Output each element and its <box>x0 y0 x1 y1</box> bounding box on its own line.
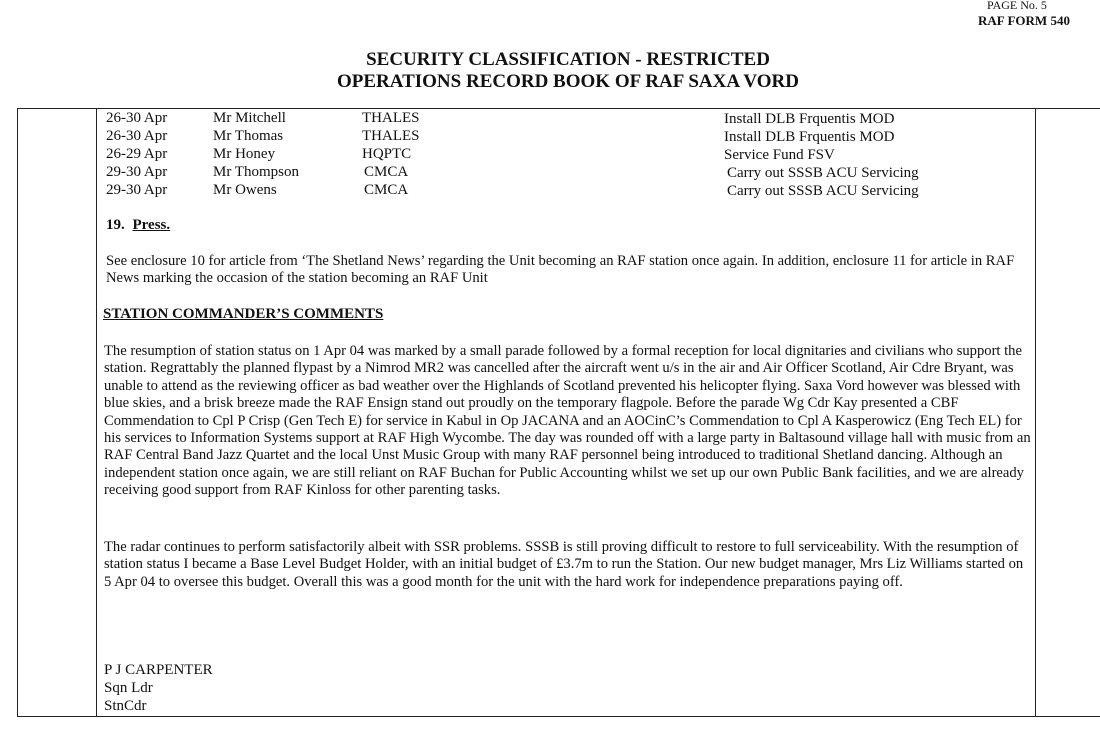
visit-purpose: Service Fund FSV <box>724 147 835 163</box>
page-title: OPERATIONS RECORD BOOK OF RAF SAXA VORD <box>337 71 799 92</box>
press-section-heading <box>106 217 170 234</box>
visit-name: Mr Owens <box>213 182 277 198</box>
page-number: PAGE No. 5 <box>987 0 1047 12</box>
visit-org: CMCA <box>364 164 409 180</box>
visit-purpose: Carry out SSSB ACU Servicing <box>727 183 919 199</box>
visit-org: CMCA <box>364 182 409 198</box>
frame-bottom-line <box>17 716 1100 717</box>
visit-name: Mr Honey <box>213 146 276 162</box>
visit-dates: 26-30 Apr <box>106 110 168 126</box>
signatory-rank: Sqn Ldr <box>104 680 153 696</box>
visit-dates: 29-30 Apr <box>106 182 168 198</box>
frame-left-column-divider <box>96 108 97 717</box>
frame-top-line <box>17 108 1100 109</box>
visit-purpose: Install DLB Frquentis MOD <box>724 111 895 127</box>
visit-name: Mr Thompson <box>213 164 299 180</box>
comments-heading: STATION COMMANDER’S COMMENTS <box>103 306 384 322</box>
press-section-title: Press. <box>132 217 171 233</box>
visit-org: THALES <box>362 128 420 144</box>
press-section-number: 19. <box>106 217 125 233</box>
visit-name: Mr Thomas <box>213 128 284 144</box>
frame-right-column-divider <box>1035 108 1036 717</box>
signatory-name: P J CARPENTER <box>104 662 213 678</box>
comments-paragraph-2: The radar continues to perform satisfactorily albeit with SSR problems. SSSB is still proving difficult to restore to full serviceability. With the resumption of station status I became a Base Level Budget Holder, with an initial budget of £3.7m to run the Station. Our new budget manager, Mrs Liz Williams started on 5 Apr 04 to oversee this budget. Overall this was a good month for the unit with the hard work for independence preparations paying off. <box>104 539 1024 590</box>
security-classification: SECURITY CLASSIFICATION - RESTRICTED <box>366 49 770 70</box>
visit-purpose: Install DLB Frquentis MOD <box>724 129 895 145</box>
form-number: RAF FORM 540 <box>978 13 1070 28</box>
visit-purpose: Carry out SSSB ACU Servicing <box>727 165 919 181</box>
frame-left-border <box>17 108 18 717</box>
visit-name: Mr Mitchell <box>213 110 286 126</box>
visit-dates: 26-29 Apr <box>106 146 168 162</box>
visit-org: THALES <box>362 110 420 126</box>
visit-dates: 26-30 Apr <box>106 128 168 144</box>
signatory-role: StnCdr <box>104 698 147 714</box>
press-paragraph: See enclosure 10 for article from ‘The Shetland News’ regarding the Unit becoming an RAF station once again. In addition, enclosure 11 for article in RAF News marking the occasion of the station becoming an RAF Unit <box>106 253 1015 287</box>
visit-org: HQPTC <box>362 146 412 162</box>
comments-paragraph-1: The resumption of station status on 1 Apr 04 was marked by a small parade followed by a formal reception for local dignitaries and civilians who support the station. Regrattably the planned flypast by a Nimrod MR2 was cancelled after the aircraft went u/s in the air and Air Officer Scotland, Air Cdre Bryant, was unable to attend as the reviewing officer as bad weather over the Highlands of Scotland prevented his helicopter flying. Saxa Vord however was blessed with blue skies, and a brisk breeze made the RAF Ensign stand out proudly on the temporary flagpole. Before the parade Wg Cdr Kay presented a CBF Commendation to Cpl P Crisp (Gen Tech E) for service in Kabul in Op JACANA and an AOCinC’s Commendation to Cpl A Kasperowicz (Eng Tech EL) for his services to Information Systems support at RAF High Wycombe. The day was rounded off with a large party in Baltasound village hall with music from an RAF Central Band Jazz Quartet and the local Unst Music Group with many RAF personnel being introduced to traditional Shetland dancing. Although an independent station once again, we are still reliant on RAF Buchan for Public Accounting whilst we set up our own Public Bank facilities, and we are already receiving good support from RAF Kinloss for other parenting tasks. <box>104 343 1031 499</box>
visit-dates: 29-30 Apr <box>106 164 168 180</box>
